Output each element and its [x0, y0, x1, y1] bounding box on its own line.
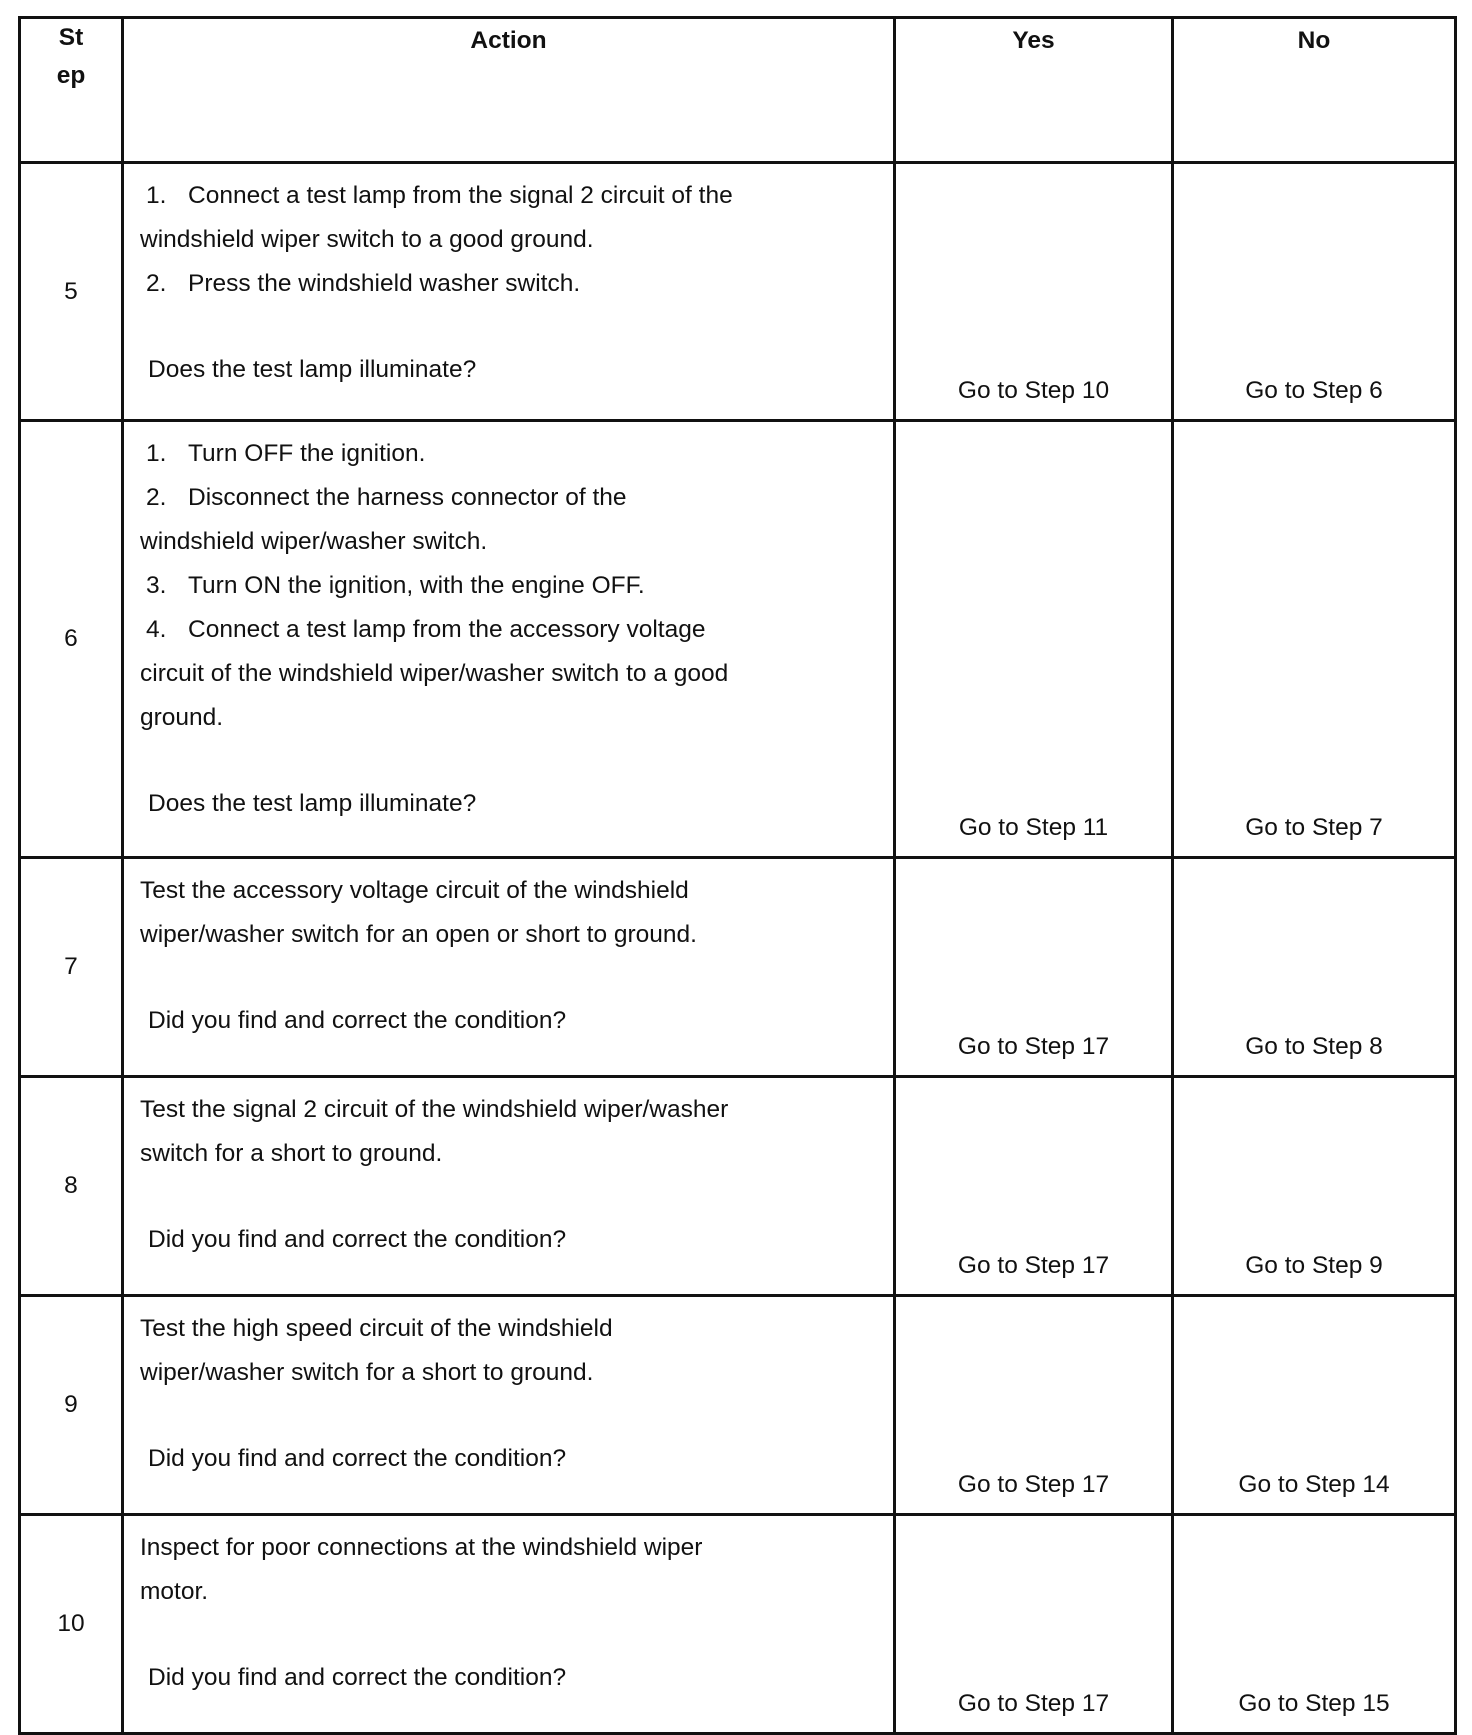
action-line: [140, 520, 873, 564]
step-number: 6: [20, 421, 123, 858]
header-no: No: [1173, 18, 1456, 163]
action-line-number: 4.: [146, 616, 167, 643]
yes-result: Go to Step 17: [895, 858, 1173, 1077]
action-line-text: ground.: [140, 704, 224, 731]
action-line: [140, 1526, 873, 1570]
action-line-number: 1.: [146, 440, 167, 467]
action-line-text: Inspect for poor connections at the windshield wiper: [140, 1534, 703, 1561]
action-line-text: Test the signal 2 circuit of the windshield wiper/washer: [140, 1096, 729, 1123]
action-line-number: 2.: [146, 484, 167, 511]
action-line: [140, 218, 873, 262]
yes-result: Go to Step 11: [895, 421, 1173, 858]
action-question: Does the test lamp illuminate?: [148, 356, 477, 383]
action-line: [140, 913, 873, 957]
action-line: [140, 564, 873, 608]
table-header: [20, 18, 1456, 163]
action-line: [140, 1351, 873, 1395]
table-row: [20, 163, 1456, 421]
action-line: [140, 1088, 873, 1132]
action-question: Did you find and correct the condition?: [148, 1664, 567, 1691]
no-result: Go to Step 7: [1173, 421, 1456, 858]
header-row: [20, 18, 1456, 163]
yes-result: Go to Step 17: [895, 1515, 1173, 1734]
step-number: 7: [20, 858, 123, 1077]
action-line-number: 3.: [146, 572, 167, 599]
action-line-text: wiper/washer switch for a short to ground.: [140, 1359, 594, 1386]
action-line-text: Connect a test lamp from the accessory voltage: [188, 616, 706, 643]
action-cell: [123, 1296, 895, 1515]
step-number: 10: [20, 1515, 123, 1734]
action-cell: [123, 858, 895, 1077]
table-row: [20, 1515, 1456, 1734]
no-result: Go to Step 14: [1173, 1296, 1456, 1515]
yes-result: Go to Step 17: [895, 1077, 1173, 1296]
action-line-text: Test the accessory voltage circuit of the windshield: [140, 877, 689, 904]
step-number: 8: [20, 1077, 123, 1296]
header-step: [20, 18, 123, 163]
action-line-text: windshield wiper switch to a good ground.: [140, 226, 594, 253]
action-question: Does the test lamp illuminate?: [148, 790, 477, 817]
action-line-number: 1.: [146, 182, 167, 209]
action-line-text: switch for a short to ground.: [140, 1140, 443, 1167]
no-result: Go to Step 9: [1173, 1077, 1456, 1296]
action-line: [140, 174, 873, 218]
action-line-text: wiper/washer switch for an open or short to ground.: [140, 921, 697, 948]
action-line: [140, 1132, 873, 1176]
action-cell: [123, 163, 895, 421]
action-line-text: Turn OFF the ignition.: [188, 440, 426, 467]
diagnostic-table: [18, 16, 1457, 1735]
action-line: [140, 696, 873, 740]
action-line: [140, 652, 873, 696]
action-line: [140, 476, 873, 520]
action-question: Did you find and correct the condition?: [148, 1226, 567, 1253]
no-result: Go to Step 15: [1173, 1515, 1456, 1734]
action-line: [140, 1307, 873, 1351]
action-line: [140, 1570, 873, 1614]
action-line-text: circuit of the windshield wiper/washer switch to a good: [140, 660, 729, 687]
table-row: [20, 1077, 1456, 1296]
header-step-line2: ep: [56, 62, 86, 89]
step-number: 9: [20, 1296, 123, 1515]
action-line: [140, 432, 873, 476]
header-yes: Yes: [895, 18, 1173, 163]
action-line-text: Press the windshield washer switch.: [188, 270, 581, 297]
table-row: [20, 421, 1456, 858]
action-line-text: Connect a test lamp from the signal 2 circuit of the: [188, 182, 733, 209]
action-line-text: Test the high speed circuit of the windshield: [140, 1315, 613, 1342]
header-action: Action: [123, 18, 895, 163]
yes-result: Go to Step 10: [895, 163, 1173, 421]
table-body: [20, 163, 1456, 1734]
no-result: Go to Step 8: [1173, 858, 1456, 1077]
action-line: [140, 869, 873, 913]
yes-result: Go to Step 17: [895, 1296, 1173, 1515]
action-line-text: motor.: [140, 1578, 209, 1605]
action-line-text: Turn ON the ignition, with the engine OFF.: [188, 572, 645, 599]
action-line-number: 2.: [146, 270, 167, 297]
no-result: Go to Step 6: [1173, 163, 1456, 421]
action-line: [140, 262, 873, 306]
step-number: 5: [20, 163, 123, 421]
action-cell: [123, 1077, 895, 1296]
action-line-text: windshield wiper/washer switch.: [140, 528, 488, 555]
table-row: [20, 1296, 1456, 1515]
action-question: Did you find and correct the condition?: [148, 1445, 567, 1472]
action-line: [140, 608, 873, 652]
table-row: [20, 858, 1456, 1077]
action-question: Did you find and correct the condition?: [148, 1007, 567, 1034]
action-line-text: Disconnect the harness connector of the: [188, 484, 627, 511]
action-cell: [123, 1515, 895, 1734]
action-cell: [123, 421, 895, 858]
header-step-line1: St: [58, 24, 84, 51]
